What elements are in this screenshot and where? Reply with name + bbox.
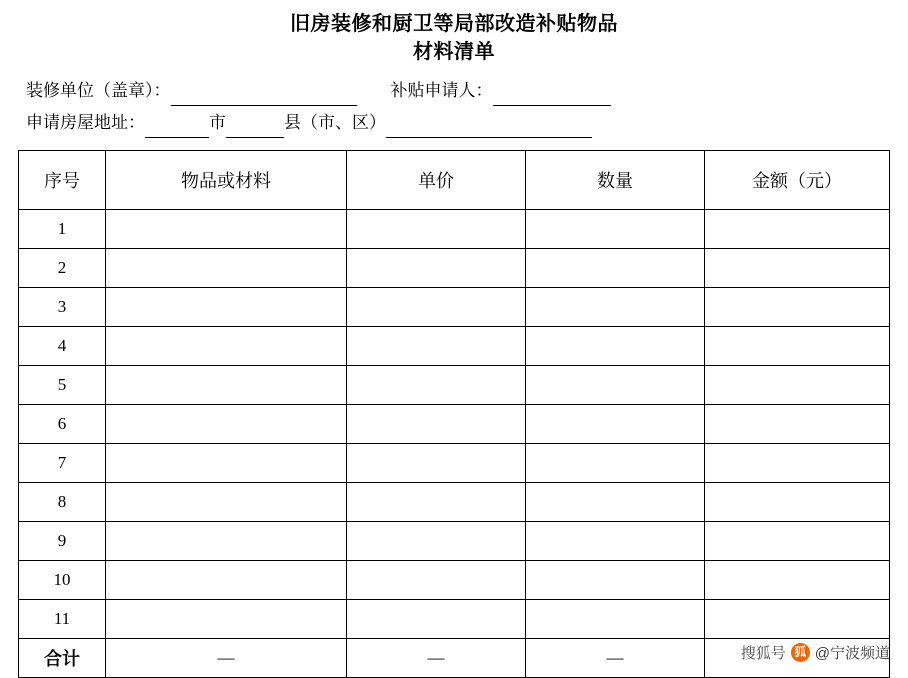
address-label: 申请房屋地址：	[26, 113, 145, 132]
row-no: 9	[19, 522, 106, 561]
row-price[interactable]	[347, 444, 526, 483]
row-price[interactable]	[347, 366, 526, 405]
city-suffix-label: 市	[209, 113, 226, 132]
address-detail-input[interactable]	[386, 120, 592, 138]
row-qty[interactable]	[526, 210, 705, 249]
row-item[interactable]	[106, 249, 347, 288]
table-row	[19, 405, 890, 444]
row-qty[interactable]	[526, 600, 705, 639]
row-no: 3	[19, 288, 106, 327]
row-no: 8	[19, 483, 106, 522]
row-no: 11	[19, 600, 106, 639]
table-row	[19, 210, 890, 249]
row-amount[interactable]	[705, 444, 890, 483]
county-input[interactable]	[226, 120, 284, 138]
column-header-price: 单价	[347, 151, 526, 210]
row-item[interactable]	[106, 327, 347, 366]
table-row	[19, 249, 890, 288]
row-item[interactable]	[106, 444, 347, 483]
row-no: 7	[19, 444, 106, 483]
row-price[interactable]	[347, 210, 526, 249]
decoration-unit-input[interactable]	[171, 88, 357, 106]
row-qty[interactable]	[526, 444, 705, 483]
table-row	[19, 483, 890, 522]
row-item[interactable]	[106, 405, 347, 444]
table-row	[19, 366, 890, 405]
row-amount[interactable]	[705, 327, 890, 366]
total-item: —	[106, 639, 347, 678]
row-qty[interactable]	[526, 249, 705, 288]
row-no: 2	[19, 249, 106, 288]
table-row	[19, 522, 890, 561]
watermark	[741, 642, 890, 663]
total-price: —	[347, 639, 526, 678]
column-header-no: 序号	[19, 151, 106, 210]
row-item[interactable]	[106, 366, 347, 405]
row-qty[interactable]	[526, 483, 705, 522]
row-item[interactable]	[106, 288, 347, 327]
column-header-amount: 金额（元）	[705, 151, 890, 210]
row-amount[interactable]	[705, 483, 890, 522]
watermark-prefix: 搜狐号	[740, 645, 786, 662]
table-row	[19, 444, 890, 483]
row-no: 5	[19, 366, 106, 405]
row-amount[interactable]	[705, 210, 890, 249]
row-amount[interactable]	[705, 366, 890, 405]
meta-row-address	[26, 108, 908, 138]
row-qty[interactable]	[526, 522, 705, 561]
row-amount[interactable]	[705, 405, 890, 444]
meta-row-unit	[26, 76, 908, 106]
total-qty: —	[526, 639, 705, 678]
column-header-qty: 数量	[526, 151, 705, 210]
watermark-account: @宁波频道	[814, 645, 890, 662]
row-item[interactable]	[106, 561, 347, 600]
table-row	[19, 561, 890, 600]
table-row	[19, 327, 890, 366]
county-suffix-label: 县（市、区）	[284, 113, 386, 132]
decoration-unit-label: 装修单位（盖章）：	[26, 81, 171, 100]
row-no: 10	[19, 561, 106, 600]
row-item[interactable]	[106, 483, 347, 522]
row-item[interactable]	[106, 522, 347, 561]
materials-table	[18, 150, 890, 678]
table-row	[19, 600, 890, 639]
row-price[interactable]	[347, 522, 526, 561]
row-price[interactable]	[347, 483, 526, 522]
row-no: 4	[19, 327, 106, 366]
total-label: 合计	[19, 639, 106, 678]
applicant-input[interactable]	[493, 88, 611, 106]
row-no: 6	[19, 405, 106, 444]
table-row	[19, 288, 890, 327]
row-item[interactable]	[106, 210, 347, 249]
row-qty[interactable]	[526, 561, 705, 600]
applicant-label: 补贴申请人：	[390, 81, 493, 100]
row-price[interactable]	[347, 600, 526, 639]
row-price[interactable]	[347, 249, 526, 288]
title-line-1: 旧房装修和厨卫等局部改造补贴物品	[290, 13, 618, 35]
row-price[interactable]	[347, 327, 526, 366]
row-amount[interactable]	[705, 561, 890, 600]
form-meta	[0, 76, 908, 138]
row-no: 1	[19, 210, 106, 249]
row-qty[interactable]	[526, 366, 705, 405]
row-amount[interactable]	[705, 249, 890, 288]
table-body	[19, 210, 890, 678]
row-qty[interactable]	[526, 327, 705, 366]
title-line-2: 材料清单	[413, 41, 495, 63]
row-qty[interactable]	[526, 288, 705, 327]
table-header-row	[19, 151, 890, 210]
row-amount[interactable]	[705, 600, 890, 639]
row-price[interactable]	[347, 405, 526, 444]
row-item[interactable]	[106, 600, 347, 639]
row-qty[interactable]	[526, 405, 705, 444]
row-amount[interactable]	[705, 522, 890, 561]
row-price[interactable]	[347, 561, 526, 600]
row-amount[interactable]	[705, 288, 890, 327]
row-price[interactable]	[347, 288, 526, 327]
document-title	[0, 0, 908, 66]
sohu-logo-icon: 狐	[791, 643, 810, 662]
column-header-item: 物品或材料	[106, 151, 347, 210]
table-header	[19, 151, 890, 210]
city-input[interactable]	[145, 120, 209, 138]
